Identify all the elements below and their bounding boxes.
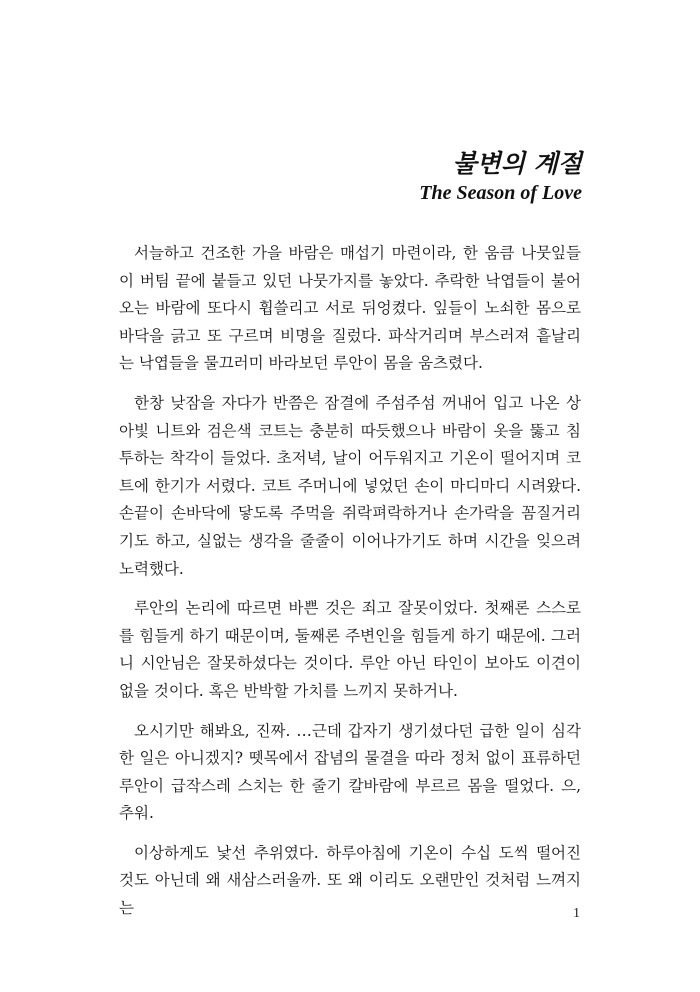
paragraph: 한창 낮잠을 자다가 반쯤은 잠결에 주섬주섬 꺼내어 입고 나온 상아빛 니트와 검은색 코트는 충분히 따듯했으나 바람이 옷을 뚫고 침투하는 착각이 들었다. 초저녁, 날이 어두워지고 기온이 떨어지며 코트에 한기가 서렸다. 코트 주머니에 넣었던 손이 마디마디 시려왔다. 손끝이 손바닥에 닿도록 주먹을 쥐락펴락하거나 손가락을 꼼질거리기도 하고, 실없는 생각을 줄줄이 이어나가기도 하며 시간을 잊으려 노력했다. [119,393,581,578]
paragraph: 루안의 논리에 따르면 바쁜 것은 죄고 잘못이었다. 첫째론 스스로를 힘들게 하기 때문이며, 둘째론 주변인을 힘들게 하기 때문에. 그러니 시안님은 잘못하셨다는 것이다. 루안 아닌 타인이 보아도 이견이 없을 것이다. 혹은 반박할 가치를 느끼지 못하거나. [119,599,581,700]
chapter-subtitle: The Season of Love [419,182,582,204]
title-block [419,148,582,206]
body-text [119,240,581,935]
paragraph: 이상하게도 낯선 추위였다. 하루아침에 기온이 수십 도씩 떨어진 것도 아닌데 왜 새삼스러울까. 또 왜 이리도 오랜만인 것처럼 느껴지는 [119,843,581,918]
page-number: 1 [573,906,580,921]
paragraph: 오시기만 해봐요, 진짜. …근데 갑자기 생기셨다던 급한 일이 심각한 일은 아니겠지? 뗏목에서 잡념의 물결을 따라 정처 없이 표류하던 루안이 급작스레 스치는 한 줄기 칼바람에 부르르 몸을 떨었다. 으, 추워. [119,721,581,823]
paragraph: 서늘하고 건조한 가을 바람은 매섭기 마련이라, 한 움큼 나뭇잎들이 버팀 끝에 붙들고 있던 나뭇가지를 놓았다. 추락한 낙엽들이 불어오는 바람에 또다시 휩쓸리고 서로 뒤엉켰다. 잎들이 노쇠한 몸으로 바닥을 긁고 또 구르며 비명을 질렀다. 파삭거리며 부스러져 흩날리는 낙엽들을 물끄러미 바라보던 루안이 몸을 움츠렸다. [119,244,581,373]
chapter-title: 불변의 계절 [452,149,582,178]
